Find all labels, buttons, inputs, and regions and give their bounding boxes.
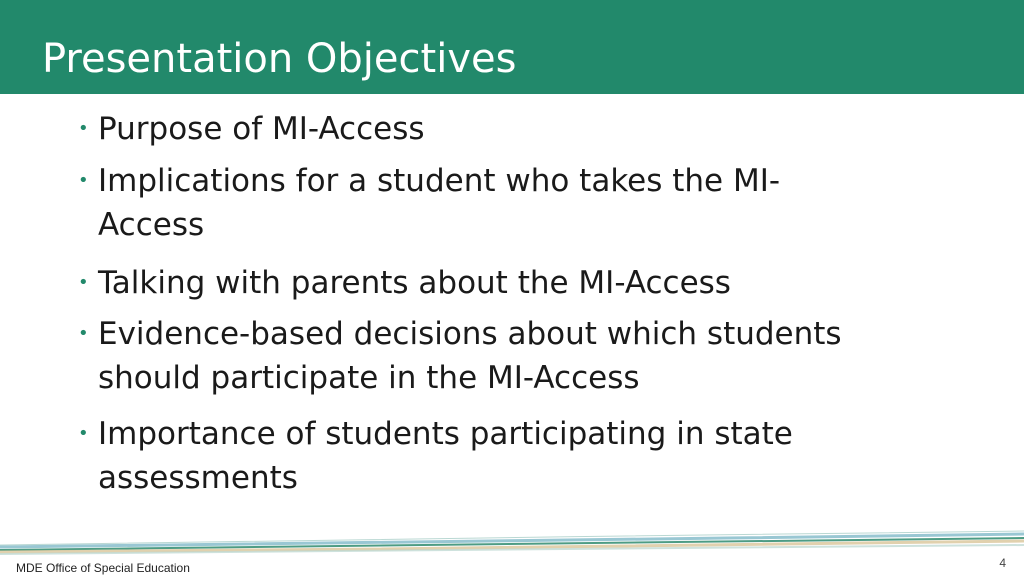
- footer-swoosh: [0, 528, 1024, 558]
- page-number: 4: [999, 556, 1006, 570]
- slide-title: Presentation Objectives: [42, 36, 517, 82]
- bullet-text: [98, 159, 780, 247]
- title-bar: [0, 0, 1024, 94]
- list-item: [74, 261, 924, 305]
- list-item: [74, 107, 924, 151]
- list-item: [74, 312, 924, 400]
- bullet-icon: •: [78, 323, 89, 344]
- bullet-text: [98, 312, 842, 400]
- bullet-text: [98, 261, 731, 305]
- bullet-text: [98, 107, 425, 151]
- list-item: [74, 412, 924, 500]
- bullet-line: Access: [98, 207, 205, 243]
- bullet-icon: •: [78, 170, 89, 191]
- bullet-line: Importance of students participating in state: [98, 416, 793, 452]
- list-item: [74, 159, 924, 247]
- footer-organization: MDE Office of Special Education: [16, 561, 190, 575]
- bullet-line: should participate in the MI-Access: [98, 360, 640, 396]
- bullet-text: [98, 412, 793, 500]
- bullet-icon: •: [78, 423, 89, 444]
- bullet-icon: •: [78, 118, 89, 139]
- bullet-icon: •: [78, 272, 89, 293]
- bullet-line: Implications for a student who takes the MI-: [98, 163, 781, 199]
- bullet-line: Evidence-based decisions about which students: [98, 316, 842, 352]
- bullet-line: Talking with parents about the MI-Access: [98, 265, 731, 301]
- bullet-line: Purpose of MI-Access: [98, 111, 425, 147]
- bullet-line: assessments: [98, 460, 298, 496]
